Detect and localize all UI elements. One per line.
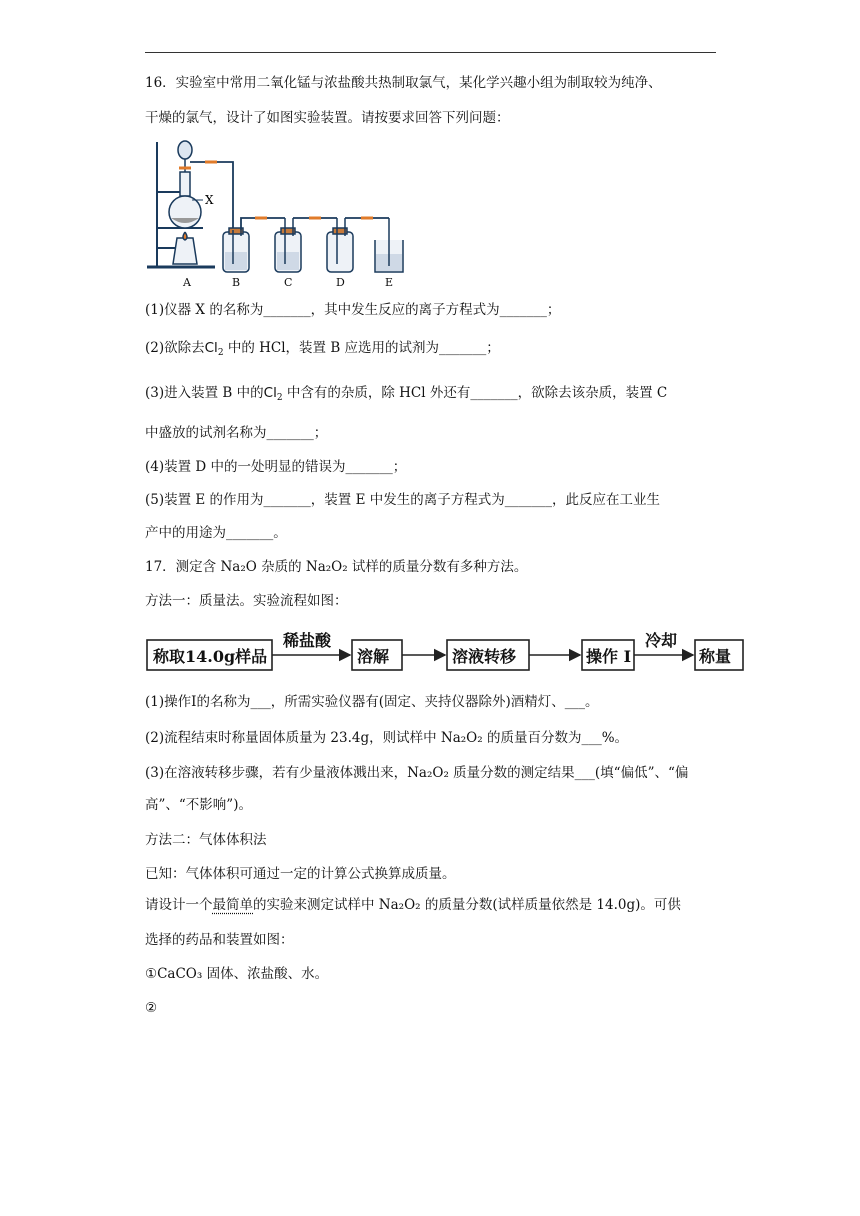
q17-part3-line1: (3)在溶液转移步骤，若有少量液体溅出来，Na₂O₂ 质量分数的测定结果___(填“偏低”、“偏 <box>145 765 689 781</box>
flow-arrow-label-acid: 稀盐酸 <box>283 631 332 650</box>
q17-part1: (1)操作I的名称为___，所需实验仪器有(固定、夹持仪器除外)酒精灯、___。 <box>145 694 599 710</box>
flow-text-weigh: 称取14.0g样品 <box>153 647 268 666</box>
q17-part2: (2)流程结束时称量固体质量为 23.4g，则试样中 Na₂O₂ 的质量百分数为___%。 <box>145 730 629 746</box>
label-a: A <box>183 276 191 288</box>
bottle-c <box>275 218 301 272</box>
flow-text-operation: 操作 I <box>586 647 632 666</box>
alcohol-burner <box>173 232 197 264</box>
bottle-d <box>327 218 353 272</box>
cl2-formula: Cl <box>204 340 218 356</box>
apparatus-labels <box>182 276 393 288</box>
q17-design-text-a: 请设计一个 <box>145 897 213 913</box>
cl2-formula: Cl <box>263 385 277 401</box>
q17-known: 已知：气体体积可通过一定的计算公式换算成质量。 <box>145 866 456 882</box>
cl2-subscript: 2 <box>217 348 224 358</box>
q16-part5-line2: 产中的用途为_______。 <box>145 525 287 541</box>
q17-design-text-b: 的实验来测定试样中 Na₂O₂ 的质量分数(试样质量依然是 14.0g)。可供 <box>253 897 681 913</box>
label-c: C <box>284 276 293 288</box>
flow-arrow-label-cool: 冷却 <box>645 631 678 650</box>
q16-p2-text-a: (2)欲除去 <box>145 340 205 356</box>
flow-text-transfer: 溶液转移 <box>452 647 517 666</box>
flow-text-weigh-final: 称量 <box>699 647 732 666</box>
q16-p3-text-b: 中含有的杂质，除 HCl 外还有_______，欲除去该杂质，装置 C <box>282 385 668 401</box>
q17-intro: 17．测定含 Na₂O 杂质的 Na₂O₂ 试样的质量分数有多种方法。 <box>145 559 528 575</box>
q17-item1: ①CaCO₃ 固体、浓盐酸、水。 <box>145 966 329 982</box>
q16-p2-text-b: 中的 HCl，装置 B 应选用的试剂为_______； <box>223 340 500 356</box>
label-x: X <box>205 193 214 207</box>
q17-design-line1 <box>145 895 681 915</box>
q16-part1: (1)仪器 X 的名称为_______，其中发生反应的离子方程式为_______； <box>145 302 561 318</box>
q16-part3-line2: 中盛放的试剂名称为_______； <box>145 425 328 441</box>
bottle-b <box>223 228 249 272</box>
mass-method-flowchart <box>145 628 745 676</box>
header-rule <box>145 52 716 53</box>
label-d: D <box>336 276 345 288</box>
q16-intro-line1: 16．实验室中常用二氧化锰与浓盐酸共热制取氯气，某化学兴趣小组为制取较为纯净、 <box>145 75 662 91</box>
q16-part4: (4)装置 D 中的一处明显的错误为_______； <box>145 459 407 475</box>
q17-part3-line2: 高”、“不影响”)。 <box>145 797 252 813</box>
beaker-e <box>375 218 403 272</box>
q17-method1: 方法一：质量法。实验流程如图： <box>145 593 348 609</box>
q16-part2 <box>145 338 500 363</box>
q16-part5-line1: (5)装置 E 的作用为_______，装置 E 中发生的离子方程式为_______，此反应在工业生 <box>145 492 660 508</box>
q17-design-line2: 选择的药品和装置如图： <box>145 932 294 948</box>
q16-p3-text-a: (3)进入装置 B 中的 <box>145 385 264 401</box>
cl2-subscript: 2 <box>276 393 283 403</box>
flow-text-dissolve: 溶解 <box>357 647 390 666</box>
label-b: B <box>232 276 241 288</box>
q17-item2: ② <box>145 1000 158 1016</box>
label-e: E <box>385 276 394 288</box>
q16-intro-line2: 干燥的氯气，设计了如图实验装置。请按要求回答下列问题： <box>145 110 510 126</box>
chlorine-apparatus-diagram <box>145 136 425 288</box>
q17-design-emphasis: 最简单 <box>212 897 253 913</box>
connecting-tubes <box>241 218 389 230</box>
q17-method2: 方法二：气体体积法 <box>145 832 267 848</box>
q16-part3-line1 <box>145 383 667 408</box>
